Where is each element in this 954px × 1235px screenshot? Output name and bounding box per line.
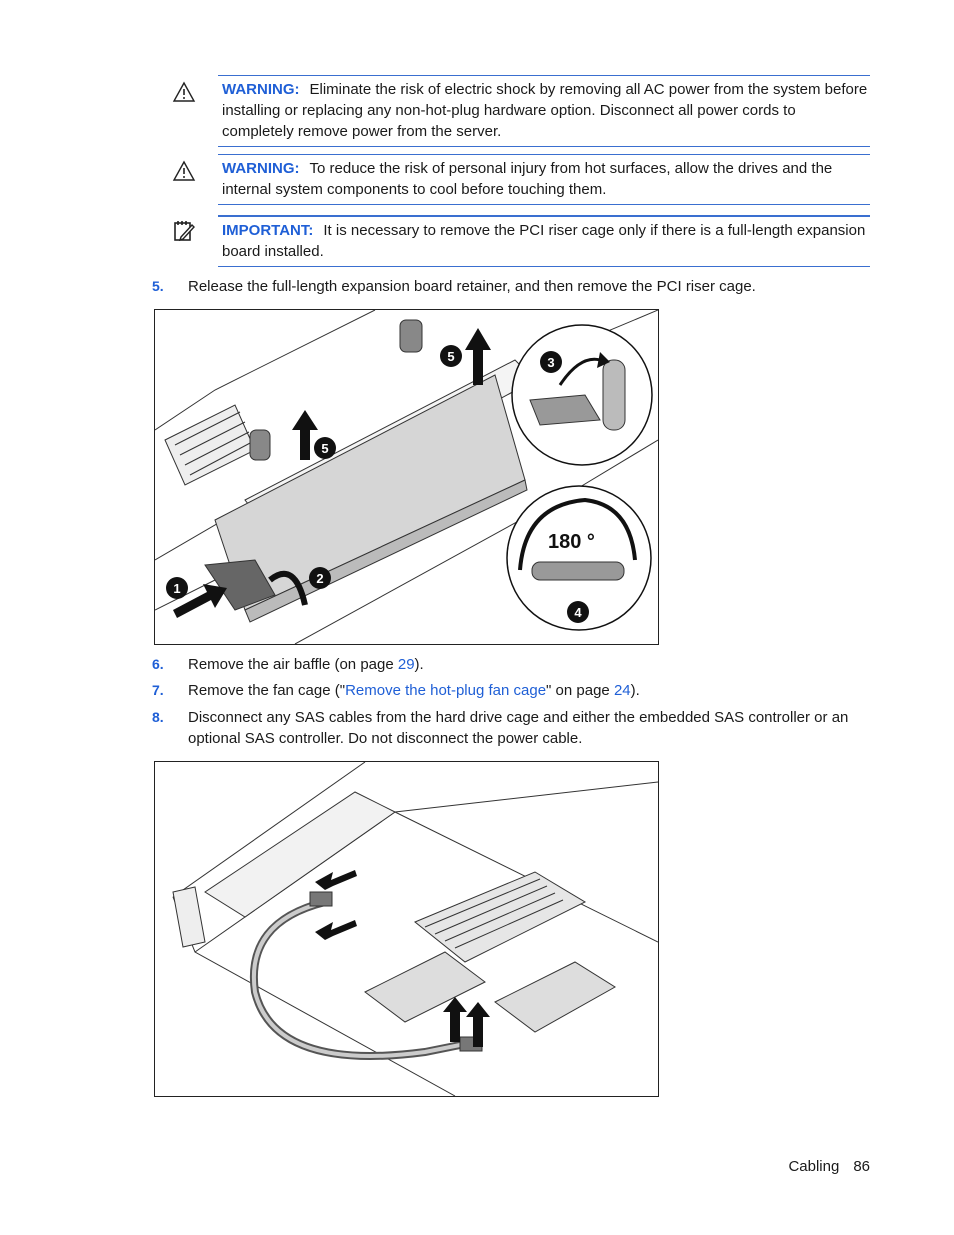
callout-5 [440,345,462,367]
warning-label: WARNING: [222,160,300,177]
sas-connector [310,892,332,906]
warning-text: To reduce the risk of personal injury from hot surfaces, allow the drives and the internal system components to cool before touching them. [222,160,833,198]
important-note-icon [172,219,196,243]
svg-text:180 °: 180 ° [548,531,595,553]
pull-arrow-icon [315,870,357,890]
footer-page-number: 86 [853,1158,870,1175]
important-text: It is necessary to remove the PCI riser cage only if there is a full-length expansion board installed. [222,222,866,260]
page-link[interactable]: 24 [613,682,631,699]
svg-text:5: 5 [321,441,329,456]
detail-latch-release [512,325,652,465]
callout-1 [166,577,188,599]
important-notice [218,215,870,267]
callout-5 [314,437,336,459]
figure-sas-cable-disconnect [154,761,659,1097]
heatsink [165,405,255,485]
step-text: Disconnect any SAS cables from the hard drive cage and either the embedded SAS controller or an optional SAS controller. Do not disconnect the power cable. [188,709,849,747]
warning-label: WARNING: [222,81,300,98]
footer-section: Cabling [788,1158,840,1175]
step-text-post: ). [414,656,424,673]
step-text-pre: Remove the air baffle (on page [188,656,398,673]
step-text: Release the full-length expansion board retainer, and then remove the PCI riser cage. [188,278,756,295]
svg-text:5: 5 [447,349,455,364]
system-board [365,872,615,1032]
svg-text:2: 2 [316,571,324,586]
important-label: IMPORTANT: [222,222,314,239]
svg-text:1: 1 [173,581,181,596]
step-number: 7. [152,682,164,698]
svg-text:4: 4 [574,605,582,620]
front-bezel [173,887,205,947]
warning-text: Eliminate the risk of electric shock by removing all AC power from the system before installing or replacing any non-hot-plug hardware option. Disconnect all power cords to completely remove power from the server. [222,81,868,140]
riser-latch [250,430,270,460]
step-text-post: ). [630,682,640,699]
up-arrow-icon [292,410,318,460]
svg-text:3: 3 [547,355,555,370]
step-text [188,654,868,675]
step-number: 8. [152,709,164,725]
riser-latch [400,320,422,352]
detail-rotate-retainer [507,486,651,630]
warning-notice-2 [218,154,870,205]
step-number: 5. [152,278,164,294]
warning-triangle-icon [172,80,196,104]
section-link[interactable]: Remove the hot-plug fan cage [345,682,547,699]
page-link[interactable]: 29 [397,656,415,673]
warning-triangle-icon [172,159,196,183]
step-text-pre: Remove the fan cage (" [188,682,346,699]
figure-pci-riser-removal [154,309,659,645]
step-text [188,680,868,701]
step-text-mid: " on page [546,682,614,699]
warning-notice-1 [218,75,870,147]
pull-arrow-icon [315,920,357,940]
callout-2 [309,567,331,589]
up-arrow-icon [443,997,467,1042]
page-footer [774,1158,870,1175]
step-number: 6. [152,656,164,672]
